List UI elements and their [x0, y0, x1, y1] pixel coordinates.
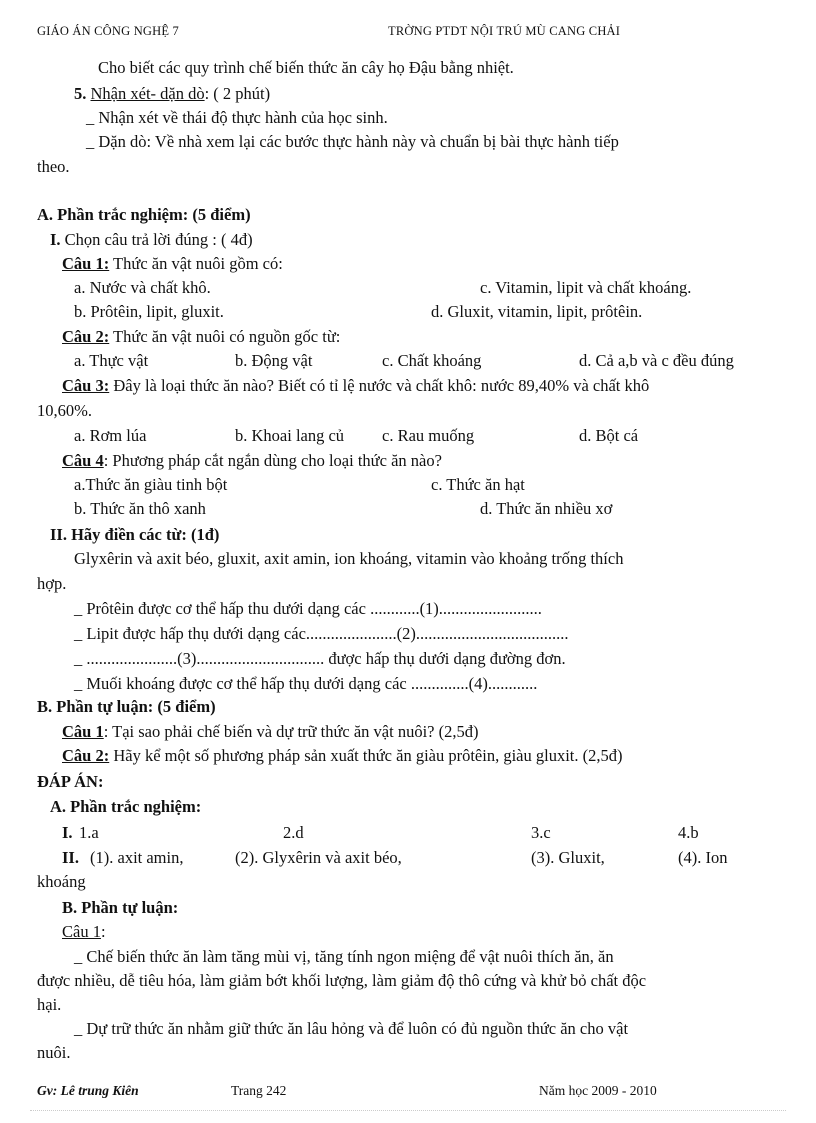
answer-part-b-letter: B. [62, 898, 78, 917]
question-1-text: Thức ăn vật nuôi gồm có: [109, 254, 283, 273]
answer-ii-3: (3). Gluxit, [531, 848, 605, 867]
q2-option-b: b. Động vật [235, 351, 313, 370]
part-a-title: Phần trắc nghiệm: (5 điểm) [57, 205, 251, 224]
answer-ii-4-continued: khoáng [37, 872, 86, 891]
essay-question-1-label: Câu 1 [62, 722, 104, 741]
part-a-letter: A. [37, 205, 54, 224]
q4-option-a: a.Thức ăn giàu tinh bột [74, 475, 228, 494]
answer-question-1 [62, 922, 106, 942]
answer-question-1-colon: : [100, 922, 106, 941]
question-4-label: Câu 4 [62, 451, 104, 470]
section-5-heading [74, 84, 270, 104]
blank-1: _ Prôtêin được cơ thể hấp thu dưới dạng các ............(1)......................... [74, 599, 542, 618]
section-i-number: I. [50, 230, 61, 249]
answer-part-b-heading [62, 898, 178, 918]
essay-question-2-label: Câu 2: [62, 746, 110, 765]
q4-option-b: b. Thức ăn thô xanh [74, 499, 206, 518]
question-4 [62, 451, 442, 471]
q2-option-a: a. Thực vật [74, 351, 149, 370]
remark-line: _ Nhận xét về thái độ thực hành của học sinh. [86, 108, 388, 127]
question-4-text: : Phương pháp cắt ngắn dùng cho loại thức ăn nào? [103, 451, 442, 470]
question-2-label: Câu 2: [62, 327, 110, 346]
section-5-number: 5. [74, 84, 87, 103]
answer-part-a-heading [50, 797, 201, 817]
q4-option-d: d. Thức ăn nhiều xơ [480, 499, 613, 518]
footer-school-year: Năm học 2009 - 2010 [539, 1083, 657, 1098]
advice-line-2: theo. [37, 157, 70, 176]
intro-line: Cho biết các quy trình chế biến thức ăn cây họ Đậu bằng nhiệt. [98, 58, 514, 77]
footer-divider [30, 1110, 786, 1111]
question-3-continued: 10,60%. [37, 401, 92, 420]
part-b-letter: B. [37, 697, 53, 716]
q3-option-b: b. Khoai lang củ [235, 426, 345, 445]
answer-paragraph-1-line-1: _ Chế biến thức ăn làm tăng mùi vị, tăng tính ngon miệng để vật nuôi thích ăn, ăn [74, 947, 614, 966]
answer-question-1-label: Câu 1 [62, 922, 101, 941]
question-1 [62, 254, 283, 274]
fill-instruction-1: Glyxêrin và axit béo, gluxit, axit amin, ion khoáng, vitamin vào khoảng trống thích [74, 549, 624, 568]
header-left: GIÁO ÁN CÔNG NGHỆ 7 [37, 24, 179, 38]
blank-2: _ Lipit được hấp thụ dưới dạng các......................(2)..................................... [74, 624, 569, 643]
answer-ii-number: II. [62, 848, 79, 867]
section-5-title: Nhận xét- dặn dò [90, 84, 205, 103]
question-3-text: Đây là loại thức ăn nào? Biết có tỉ lệ nước và chất khô: nước 89,40% và chất khô [109, 376, 650, 395]
q2-option-d: d. Cả a,b và c đều đúng [579, 351, 734, 370]
answer-key-title: ĐÁP ÁN: [37, 772, 104, 791]
answer-part-b-title: Phần tự luận: [81, 898, 179, 917]
q2-option-c: c. Chất khoáng [382, 351, 482, 370]
answer-i-3: 3.c [531, 823, 551, 842]
q3-option-c: c. Rau muống [382, 426, 475, 445]
blank-4: _ Muối khoáng được cơ thể hấp thụ dưới dạng các ..............(4)............ [74, 674, 538, 693]
part-b-title: Phần tự luận: (5 điểm) [56, 697, 216, 716]
section-5-time: : ( 2 phút) [204, 84, 271, 103]
answer-part-a-letter: A. [50, 797, 67, 816]
question-2-text: Thức ăn vật nuôi có nguồn gốc từ: [109, 327, 341, 346]
part-a-heading [37, 205, 251, 225]
essay-question-2-text: Hãy kể một số phương pháp sản xuất thức ăn giàu prôtêin, giàu gluxit. (2,5đ) [109, 746, 623, 765]
answer-ii-1: (1). axit amin, [90, 848, 184, 867]
essay-question-1 [62, 722, 478, 742]
essay-question-2 [62, 746, 622, 766]
advice-line-1: _ Dặn dò: Về nhà xem lại các bước thực hành này và chuẩn bị bài thực hành tiếp [86, 132, 619, 151]
q4-option-c: c. Thức ăn hạt [431, 475, 525, 494]
q3-option-a: a. Rơm lúa [74, 426, 147, 445]
question-3-label: Câu 3: [62, 376, 110, 395]
question-1-label: Câu 1: [62, 254, 110, 273]
blank-3: _ ......................(3)............................... được hấp thụ dưới dạng đường đơn. [74, 649, 566, 668]
footer-page-number: Trang 242 [231, 1083, 287, 1098]
answer-i-1: 1.a [79, 823, 99, 842]
section-ii-title: Hãy điền các từ: (1đ) [71, 525, 220, 544]
essay-question-1-text: : Tại sao phải chế biến và dự trữ thức ăn vật nuôi? (2,5đ) [103, 722, 479, 741]
q1-option-b: b. Prôtêin, lipit, gluxit. [74, 302, 224, 321]
answer-i-number: I. [62, 823, 73, 842]
q1-option-c: c. Vitamin, lipit và chất khoáng. [480, 278, 692, 297]
answer-paragraph-1-line-3: hại. [37, 995, 62, 1014]
answer-paragraph-2-line-1: _ Dự trữ thức ăn nhằm giữ thức ăn lâu hỏng và để luôn có đủ nguồn thức ăn cho vật [74, 1019, 629, 1038]
answer-part-a-title: Phần trắc nghiệm: [70, 797, 202, 816]
question-2 [62, 327, 340, 347]
header-right: TRỜNG PTDT NỘI TRÚ MÙ CANG CHẢI [388, 24, 621, 38]
q3-option-d: d. Bột cá [579, 426, 639, 445]
q1-option-d: d. Gluxit, vitamin, lipit, prôtêin. [431, 302, 643, 321]
fill-instruction-2: hợp. [37, 574, 67, 593]
question-3 [62, 376, 649, 396]
answer-paragraph-2-line-2: nuôi. [37, 1043, 71, 1062]
answer-i-2: 2.d [283, 823, 304, 842]
section-i-heading [50, 230, 253, 250]
q1-option-a: a. Nước và chất khô. [74, 278, 211, 297]
section-ii-number: II. [50, 525, 67, 544]
section-i-title: Chọn câu trả lời đúng : ( 4đ) [64, 230, 253, 249]
answer-ii-4: (4). Ion [678, 848, 728, 867]
section-ii-heading [50, 525, 219, 545]
answer-i-4: 4.b [678, 823, 699, 842]
answer-ii-2: (2). Glyxêrin và axit béo, [235, 848, 402, 867]
footer-teacher: Gv: Lê trung Kiên [37, 1083, 139, 1098]
answer-paragraph-1-line-2: được nhiều, dễ tiêu hóa, làm giảm bớt khối lượng, làm giảm độ thô cứng và khử bỏ chất độc [37, 971, 647, 990]
part-b-heading [37, 697, 216, 717]
